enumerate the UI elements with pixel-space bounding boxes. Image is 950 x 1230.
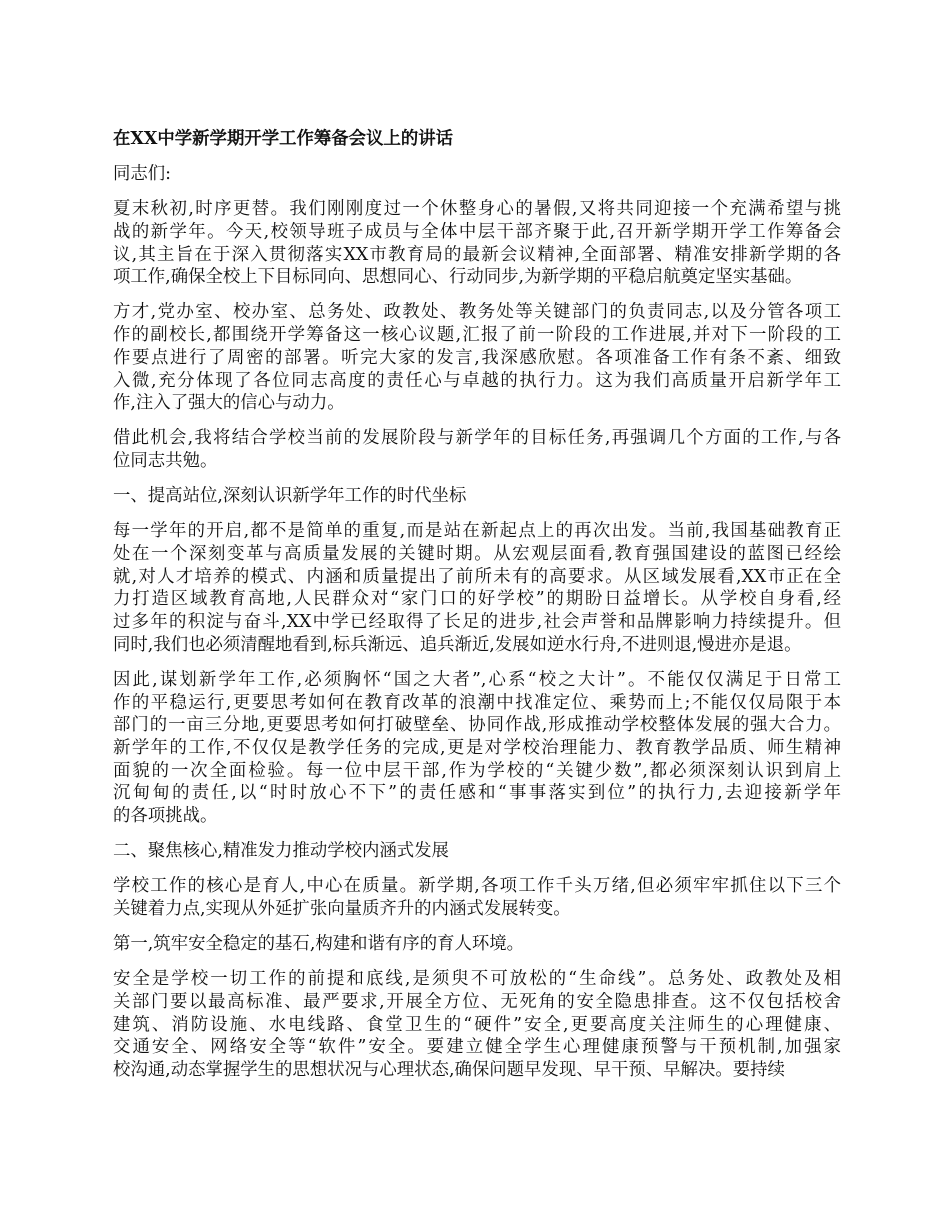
- text-line: 每一学年的开启,都不是简单的重复,而是站在新起点上的再次出发。当前,我国基础教育正: [113, 521, 841, 542]
- text-line: 面貌的一次全面检验。每一位中层干部,作为学校的“关键少数”,都必须深刻认识到肩上: [113, 760, 841, 781]
- text-line: 战的新学年。今天,校领导班子成员与全体中层干部齐聚于此,召开新学期开学工作筹备会: [113, 221, 841, 242]
- text-line: 校沟通,动态掌握学生的思想状况与心理状态,确保问题早发现、早干预、早解决。要持续: [113, 1059, 785, 1080]
- text-line: 议,其主旨在于深入贯彻落实XX市教育局的最新会议精神,全面部署、精准安排新学期的各: [113, 244, 841, 265]
- text-line: 作,注入了强大的信心与动力。: [113, 393, 345, 414]
- text-line: 安全是学校一切工作的前提和底线,是须臾不可放松的“生命线”。总务处、政教处及相: [113, 969, 841, 990]
- section-heading: [113, 840, 841, 863]
- paragraph: [113, 198, 841, 289]
- document-body: [113, 128, 841, 1094]
- text-line: 方才,党办室、校办室、总务处、政教处、教务处等关键部门的负责同志,以及分管各项工: [113, 302, 841, 323]
- section-heading: [113, 485, 841, 508]
- paragraph: [113, 427, 841, 472]
- text-line: 二、聚焦核心,精准发力推动学校内涵式发展: [113, 841, 449, 862]
- text-line: 处在一个深刻变革与高质量发展的关键时期。从宏观层面看,教育强国建设的蓝图已经绘: [113, 543, 841, 564]
- text-line: 沉甸甸的责任,以“时时放心不下”的责任感和“事事落实到位”的执行力,去迎接新学年: [113, 783, 841, 804]
- text-line: 同时,我们也必须清醒地看到,标兵渐远、追兵渐近,发展如逆水行舟,不进则退,慢进亦是退。: [113, 634, 802, 655]
- text-line: 的各项挑战。: [113, 806, 218, 827]
- text-line: 关部门要以最高标准、最严要求,开展全方位、无死角的安全隐患排查。这不仅包括校舍: [113, 991, 841, 1012]
- text-line: 一、提高站位,深刻认识新学年工作的时代坐标: [113, 486, 467, 507]
- text-line: 因此,谋划新学年工作,必须胸怀“国之大者”,心系“校之大计”。不能仅仅满足于日常工: [113, 669, 841, 690]
- salutation: [113, 163, 841, 186]
- text-line: 作的副校长,都围绕开学筹备这一核心议题,汇报了前一阶段的工作进展,并对下一阶段的工: [113, 325, 841, 346]
- title-text: 在XX中学新学期开学工作筹备会议上的讲话: [113, 129, 454, 149]
- text-line: 作要点进行了周密的部署。听完大家的发言,我深感欣慰。各项准备工作有条不紊、细致: [113, 347, 841, 368]
- text-line: 第一,筑牢安全稳定的基石,构建和谐有序的育人环境。: [113, 934, 525, 954]
- paragraph: [113, 669, 841, 828]
- paragraph: [113, 933, 841, 956]
- paragraph: [113, 875, 841, 920]
- text-line: 建筑、消防设施、水电线路、食堂卫生的“硬件”安全,更要高度关注师生的心理健康、: [113, 1014, 841, 1035]
- paragraphs: [113, 198, 841, 1081]
- text-line: 关键着力点,实现从外延扩张向量质齐升的内涵式发展转变。: [113, 898, 571, 919]
- text-line: 部门的一亩三分地,更要思考如何打破壁垒、协同作战,形成推动学校整体发展的强大合力。: [113, 715, 841, 736]
- document-title: [113, 128, 841, 151]
- paragraph: [113, 301, 841, 415]
- text-line: 新学年的工作,不仅仅是教学任务的完成,更是对学校治理能力、教育教学品质、师生精神: [113, 737, 841, 758]
- paragraph: [113, 968, 841, 1082]
- salutation-text: 同志们:: [113, 164, 172, 185]
- text-line: 就,对人才培养的模式、内涵和质量提出了前所未有的高要求。从区域发展看,XX市正在全: [113, 566, 841, 587]
- text-line: 交通安全、网络安全等“软件”安全。要建立健全学生心理健康预警与干预机制,加强家: [113, 1037, 841, 1058]
- text-line: 过多年的积淀与奋斗,XX中学已经取得了长足的进步,社会声誉和品牌影响力持续提升。但: [113, 612, 841, 632]
- text-line: 夏末秋初,时序更替。我们刚刚度过一个休整身心的暑假,又将共同迎接一个充满希望与挑: [113, 199, 841, 220]
- text-line: 作的平稳运行,更要思考如何在教育改革的浪潮中找准定位、乘势而上;不能仅仅局限于本: [113, 692, 841, 713]
- paragraph: [113, 520, 841, 656]
- text-line: 入微,充分体现了各位同志高度的责任心与卓越的执行力。这为我们高质量开启新学年工: [113, 370, 841, 391]
- text-line: 项工作,确保全校上下目标同向、思想同心、行动同步,为新学期的平稳启航奠定坚实基础。: [113, 267, 803, 288]
- text-line: 位同志共勉。: [113, 451, 218, 471]
- text-line: 学校工作的核心是育人,中心在质量。新学期,各项工作千头万绪,但必须牢牢抓住以下三个: [113, 876, 841, 897]
- text-line: 力打造区域教育高地,人民群众对“家门口的好学校”的期盼日益增长。从学校自身看,经: [113, 589, 841, 610]
- text-line: 借此机会,我将结合学校当前的发展阶段与新学年的目标任务,再强调几个方面的工作,与各: [113, 428, 841, 449]
